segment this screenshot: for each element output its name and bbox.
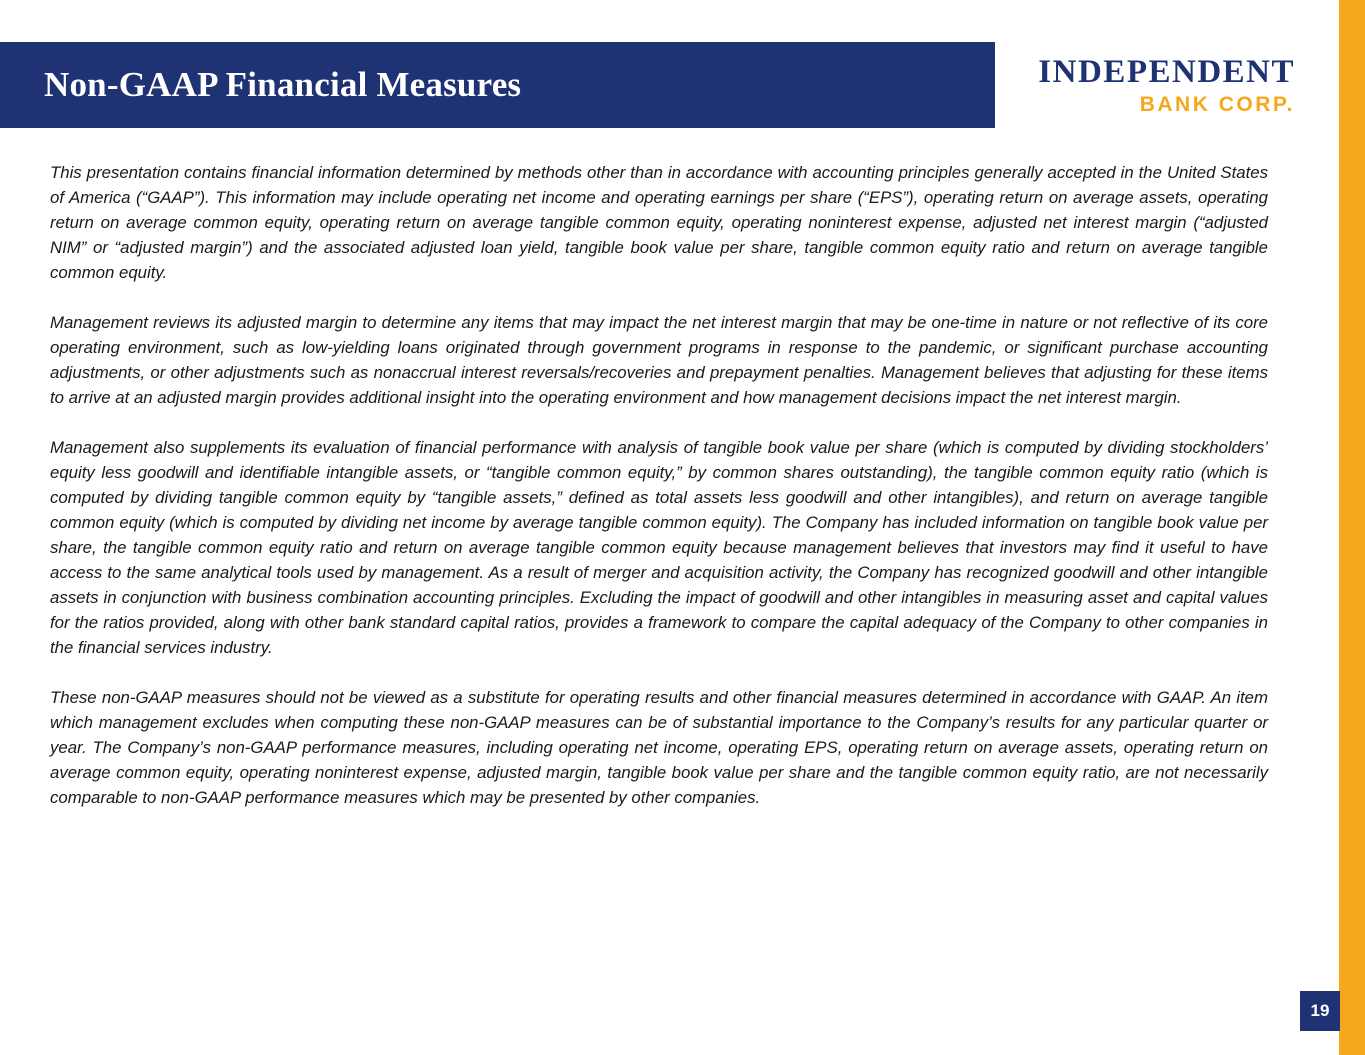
body-text — [50, 160, 1268, 835]
logo-wordmark-bank-corp: BANK CORP. — [1139, 93, 1295, 116]
gold-accent-stripe — [1339, 0, 1365, 1055]
page-number-badge — [1300, 991, 1340, 1031]
company-logo — [1038, 56, 1295, 115]
paragraph-1: This presentation contains financial information determined by methods other than in accordance with accounting principles generally accepted in the United States of America (“GAAP”). This information may include operating net income and operating earnings per share (“EPS”), operating return on average assets, operating return on average common equity, operating return on average tangible common equity, operating noninterest expense, adjusted net interest margin (“adjusted NIM” or “adjusted margin”) and the associated adjusted loan yield, tangible book value per share, tangible common equity ratio and return on average tangible common equity. — [50, 163, 1268, 282]
page-title: Non-GAAP Financial Measures — [44, 65, 522, 104]
paragraph-3: Management also supplements its evaluation of financial performance with analysis of tangible book value per share (which is computed by dividing stockholders’ equity less goodwill and identifiable intangible assets, or “tangible common equity,” by common shares outstanding), the tangible common equity ratio (which is computed by dividing tangible common equity by “tangible assets,” defined as total assets less goodwill and other intangibles), and return on average tangible common equity (which is computed by dividing net income by average tangible common equity). The Company has included information on tangible book value per share, the tangible common equity ratio and return on average tangible common equity because management believes that investors may find it useful to have access to the same analytical tools used by management. As a result of merger and acquisition activity, the Company has recognized goodwill and other intangible assets in conjunction with business combination accounting principles. Excluding the impact of goodwill and other intangibles in measuring asset and capital values for the ratios provided, along with other bank standard capital ratios, provides a framework to compare the capital adequacy of the Company to other companies in the financial services industry. — [50, 438, 1268, 657]
logo-wordmark-independent: INDEPENDENT — [1038, 54, 1295, 90]
page-number: 19 — [1310, 1001, 1330, 1020]
title-bar — [0, 42, 995, 128]
paragraph-2: Management reviews its adjusted margin to determine any items that may impact the net interest margin that may be one-time in nature or not reflective of its core operating environment, such as low-yielding loans originated through government programs in response to the pandemic, or significant purchase accounting adjustments, or other adjustments such as nonaccrual interest reversals/recoveries and prepayment penalties. Management believes that adjusting for these items to arrive at an adjusted margin provides additional insight into the operating environment and how management decisions impact the net interest margin. — [50, 313, 1268, 407]
paragraph-4: These non-GAAP measures should not be viewed as a substitute for operating results and other financial measures determined in accordance with GAAP. An item which management excludes when computing these non-GAAP measures can be of substantial importance to the Company’s results for any particular quarter or year. The Company’s non-GAAP performance measures, including operating net income, operating EPS, operating return on average assets, operating return on average common equity, operating noninterest expense, adjusted margin, tangible book value per share and the tangible common equity ratio, are not necessarily comparable to non-GAAP performance measures which may be presented by other companies. — [50, 688, 1268, 807]
